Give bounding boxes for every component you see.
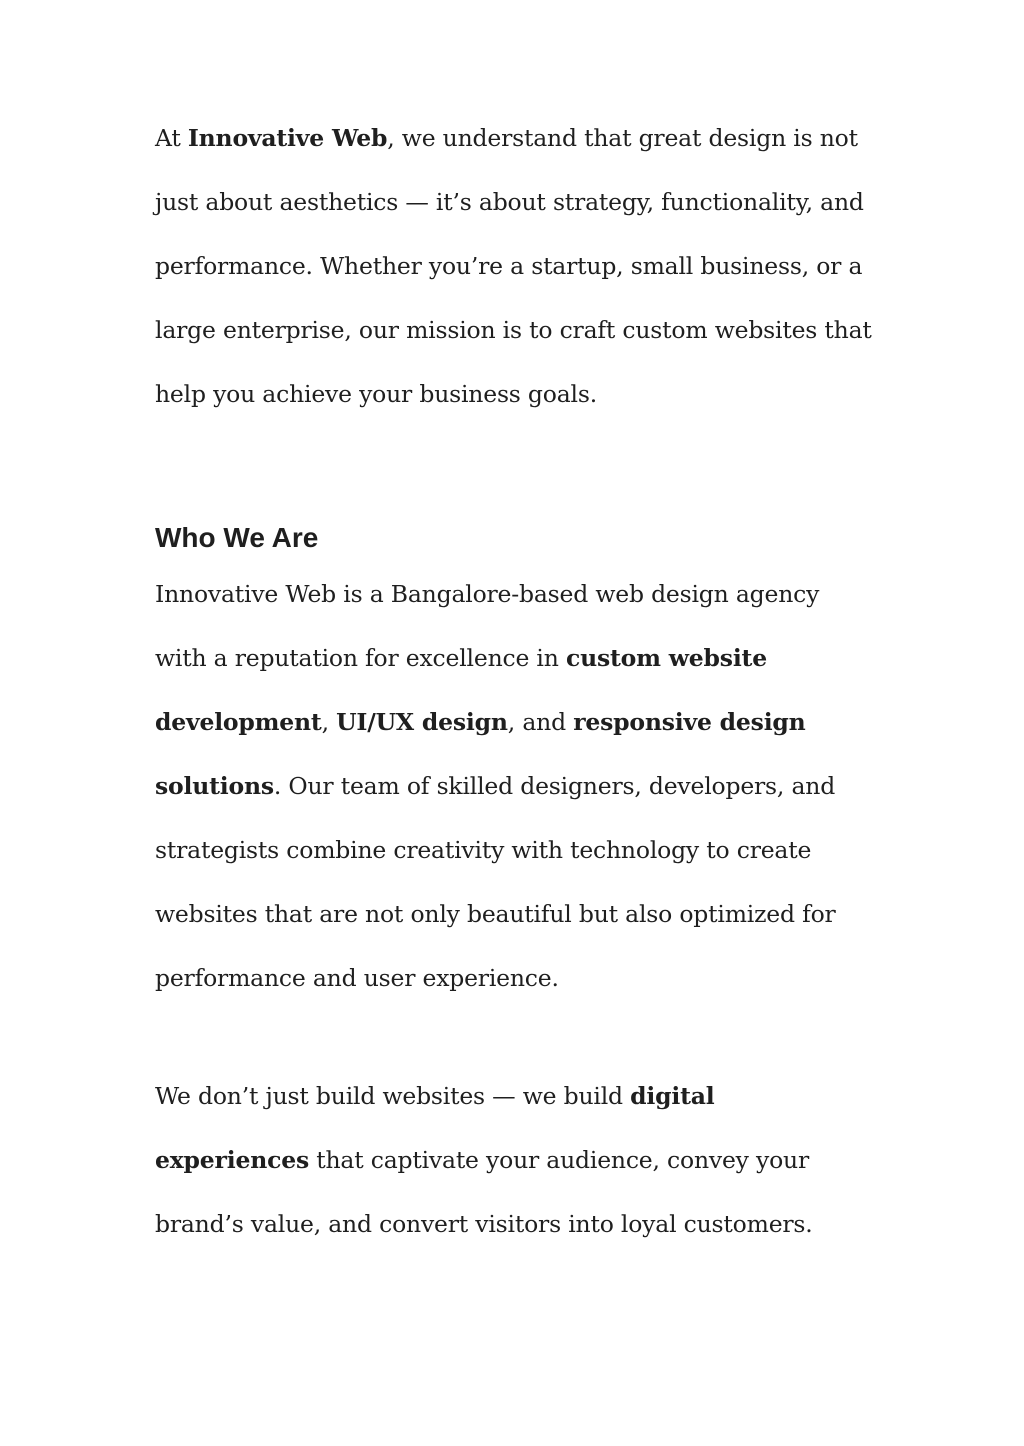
who-bold-3: responsive design solutions <box>155 708 806 800</box>
closing-text-2: that captivate your audience, convey your brand’s value, and convert visitors into loyal customers. <box>155 1146 813 1238</box>
intro-text-2: , we understand that great design is not just about aesthetics — it’s about strategy, functionality, and performance. Whether you’re a startup, small business, or a large enterprise, our mission is to craft custom websites that help you achieve your business goals. <box>155 124 872 408</box>
who-bold-2: UI/UX design <box>336 708 508 736</box>
who-text-4: . Our team of skilled designers, developers, and strategists combine creativity with technology to create websites that are not only beautiful but also optimized for performance and user experience. <box>155 772 836 992</box>
section-heading-who-we-are: Who We Are <box>155 522 319 553</box>
intro-paragraph <box>155 106 875 426</box>
who-bold-1: custom website development <box>155 644 767 736</box>
closing-paragraph <box>155 1064 875 1256</box>
brand-name: Innovative Web <box>187 124 388 152</box>
closing-text-1: We don’t just build websites — we build <box>155 1082 631 1110</box>
who-we-are-paragraph <box>155 562 875 1010</box>
intro-text-1: At <box>155 124 188 152</box>
closing-bold-1: digital experiences <box>155 1082 715 1174</box>
who-text-1: Innovative Web is a Bangalore-based web design agency with a reputation for excellence in <box>155 580 820 672</box>
who-text-2: , <box>321 708 337 736</box>
who-text-3: , and <box>507 708 574 736</box>
document-page <box>155 106 875 1238</box>
